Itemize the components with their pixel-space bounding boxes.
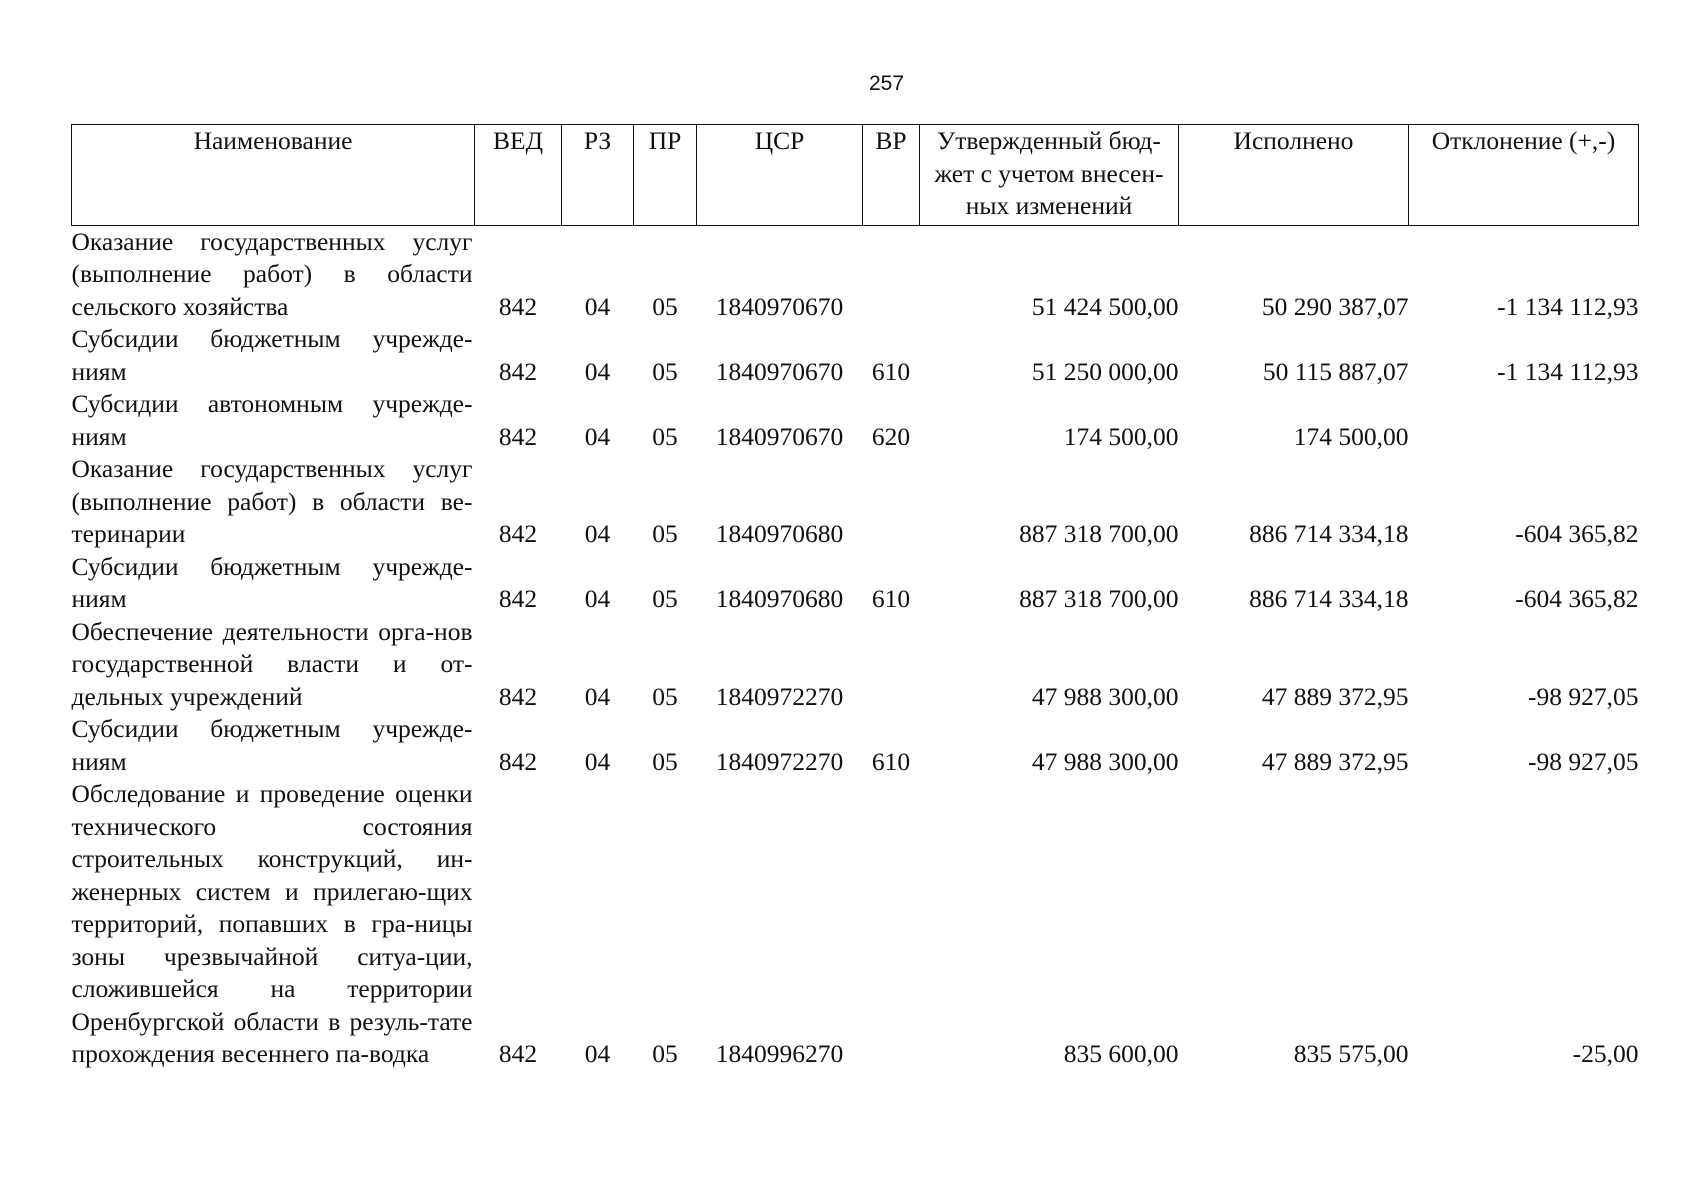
row-csr: 1840970670 [715, 356, 844, 386]
table-row [72, 551, 1639, 616]
budget-table [71, 124, 1639, 1071]
row-deviation: -1 134 112,93 [1497, 356, 1639, 386]
row-approved: 174 500,00 [1063, 421, 1179, 451]
table-row [72, 225, 1639, 323]
row-pr: 05 [652, 519, 678, 548]
table-header [72, 125, 1639, 226]
row-rz: 04 [584, 519, 611, 548]
row-csr: 1840970680 [715, 519, 844, 548]
row-name: Оказание государственных услуг (выполнение работ) в области сельского хозяйства [71, 226, 473, 321]
header-vr: ВР [863, 125, 920, 226]
row-ved: 842 [498, 291, 538, 321]
row-executed: 50 115 887,07 [1262, 356, 1409, 386]
row-executed: 835 575,00 [1293, 1039, 1409, 1068]
row-executed: 47 889 372,95 [1261, 681, 1409, 711]
row-vr: 610 [871, 356, 911, 386]
row-ved: 842 [498, 746, 538, 776]
row-pr: 05 [652, 356, 678, 386]
row-executed: 886 714 334,18 [1249, 584, 1409, 613]
header-pr: ПР [634, 125, 697, 226]
row-ved: 842 [498, 1039, 538, 1068]
row-csr: 1840996270 [715, 1039, 844, 1068]
row-vr: 620 [871, 421, 911, 451]
row-vr [863, 778, 920, 1071]
row-rz: 04 [584, 1039, 611, 1068]
row-deviation: -1 134 112,93 [1497, 291, 1639, 321]
row-csr: 1840972270 [715, 746, 844, 776]
row-name: Субсидии автономным учрежде-ниям [71, 389, 473, 451]
row-deviation: -98 927,05 [1528, 681, 1639, 711]
row-approved: 47 988 300,00 [1031, 746, 1179, 776]
row-pr: 05 [652, 746, 678, 776]
page-number: 257 [868, 72, 905, 95]
row-pr: 05 [652, 584, 678, 613]
table-row [72, 778, 1639, 1071]
row-rz: 04 [584, 584, 611, 613]
row-executed: 50 290 387,07 [1261, 291, 1409, 321]
row-approved: 887 318 700,00 [1019, 584, 1179, 613]
table-row [72, 453, 1639, 551]
row-vr [863, 225, 920, 323]
row-deviation: -604 365,82 [1515, 584, 1639, 613]
row-pr: 05 [652, 291, 678, 321]
row-csr: 1840970670 [715, 291, 844, 321]
row-ved: 842 [498, 421, 538, 451]
row-pr: 05 [652, 1039, 678, 1068]
table-row [72, 323, 1639, 388]
header-rz: РЗ [562, 125, 634, 226]
row-rz: 04 [584, 421, 611, 451]
row-deviation: -25,00 [1572, 1039, 1639, 1068]
row-approved: 887 318 700,00 [1019, 519, 1179, 548]
row-rz: 04 [584, 746, 611, 776]
row-name: Субсидии бюджетным учрежде-ниям [71, 551, 473, 613]
row-approved: 51 424 500,00 [1031, 291, 1179, 321]
row-vr: 610 [871, 746, 911, 776]
row-executed: 886 714 334,18 [1249, 519, 1409, 548]
table-row [72, 388, 1639, 453]
row-deviation: -98 927,05 [1528, 746, 1639, 776]
table-row [72, 616, 1639, 714]
row-approved: 47 988 300,00 [1031, 681, 1179, 711]
row-rz: 04 [584, 291, 611, 321]
row-csr: 1840970670 [715, 421, 844, 451]
row-csr: 1840972270 [715, 681, 844, 711]
row-csr: 1840970680 [715, 584, 844, 613]
row-vr [863, 616, 920, 714]
header-approved: Утвержденный бюд-жет с учетом внесен-ных изменений [920, 125, 1179, 226]
row-rz: 04 [584, 681, 611, 711]
header-ved: ВЕД [475, 125, 562, 226]
header-row [72, 125, 1639, 226]
row-name: Обследование и проведение оценки технического состояния строительных конструкций, ин-женерных систем и прилегаю-щих территорий, попавших в гра-ницы зоны чрезвычайной ситуа-ции, сложившейся на территории Оренбургской области в резуль-тате прохождения весеннего па-водка [71, 779, 473, 1068]
header-deviation: Отклонение (+,-) [1409, 125, 1639, 226]
header-executed: Исполнено [1179, 125, 1409, 226]
row-ved: 842 [498, 356, 538, 386]
row-pr: 05 [652, 421, 678, 451]
row-approved: 835 600,00 [1063, 1039, 1179, 1068]
row-ved: 842 [498, 681, 538, 711]
row-pr: 05 [652, 681, 678, 711]
row-name: Оказание государственных услуг (выполнение работ) в области ве-теринарии [71, 454, 473, 548]
table-body [72, 225, 1639, 1071]
row-name: Субсидии бюджетным учрежде-ниям [71, 324, 473, 386]
row-deviation [1409, 388, 1639, 453]
row-vr: 610 [871, 584, 911, 613]
header-name: Наименование [72, 125, 475, 226]
table-row [72, 713, 1639, 778]
row-approved: 51 250 000,00 [1031, 356, 1179, 386]
row-name: Субсидии бюджетным учрежде-ниям [71, 714, 473, 776]
row-executed: 174 500,00 [1293, 421, 1409, 451]
row-vr [863, 453, 920, 551]
row-rz: 04 [584, 356, 611, 386]
row-executed: 47 889 372,95 [1261, 746, 1409, 776]
row-ved: 842 [498, 584, 538, 613]
row-deviation: -604 365,82 [1515, 519, 1639, 548]
row-name: Обеспечение деятельности орга-нов государственной власти и от-дельных учреждений [71, 616, 473, 711]
header-csr: ЦСР [697, 125, 863, 226]
row-ved: 842 [498, 519, 538, 548]
